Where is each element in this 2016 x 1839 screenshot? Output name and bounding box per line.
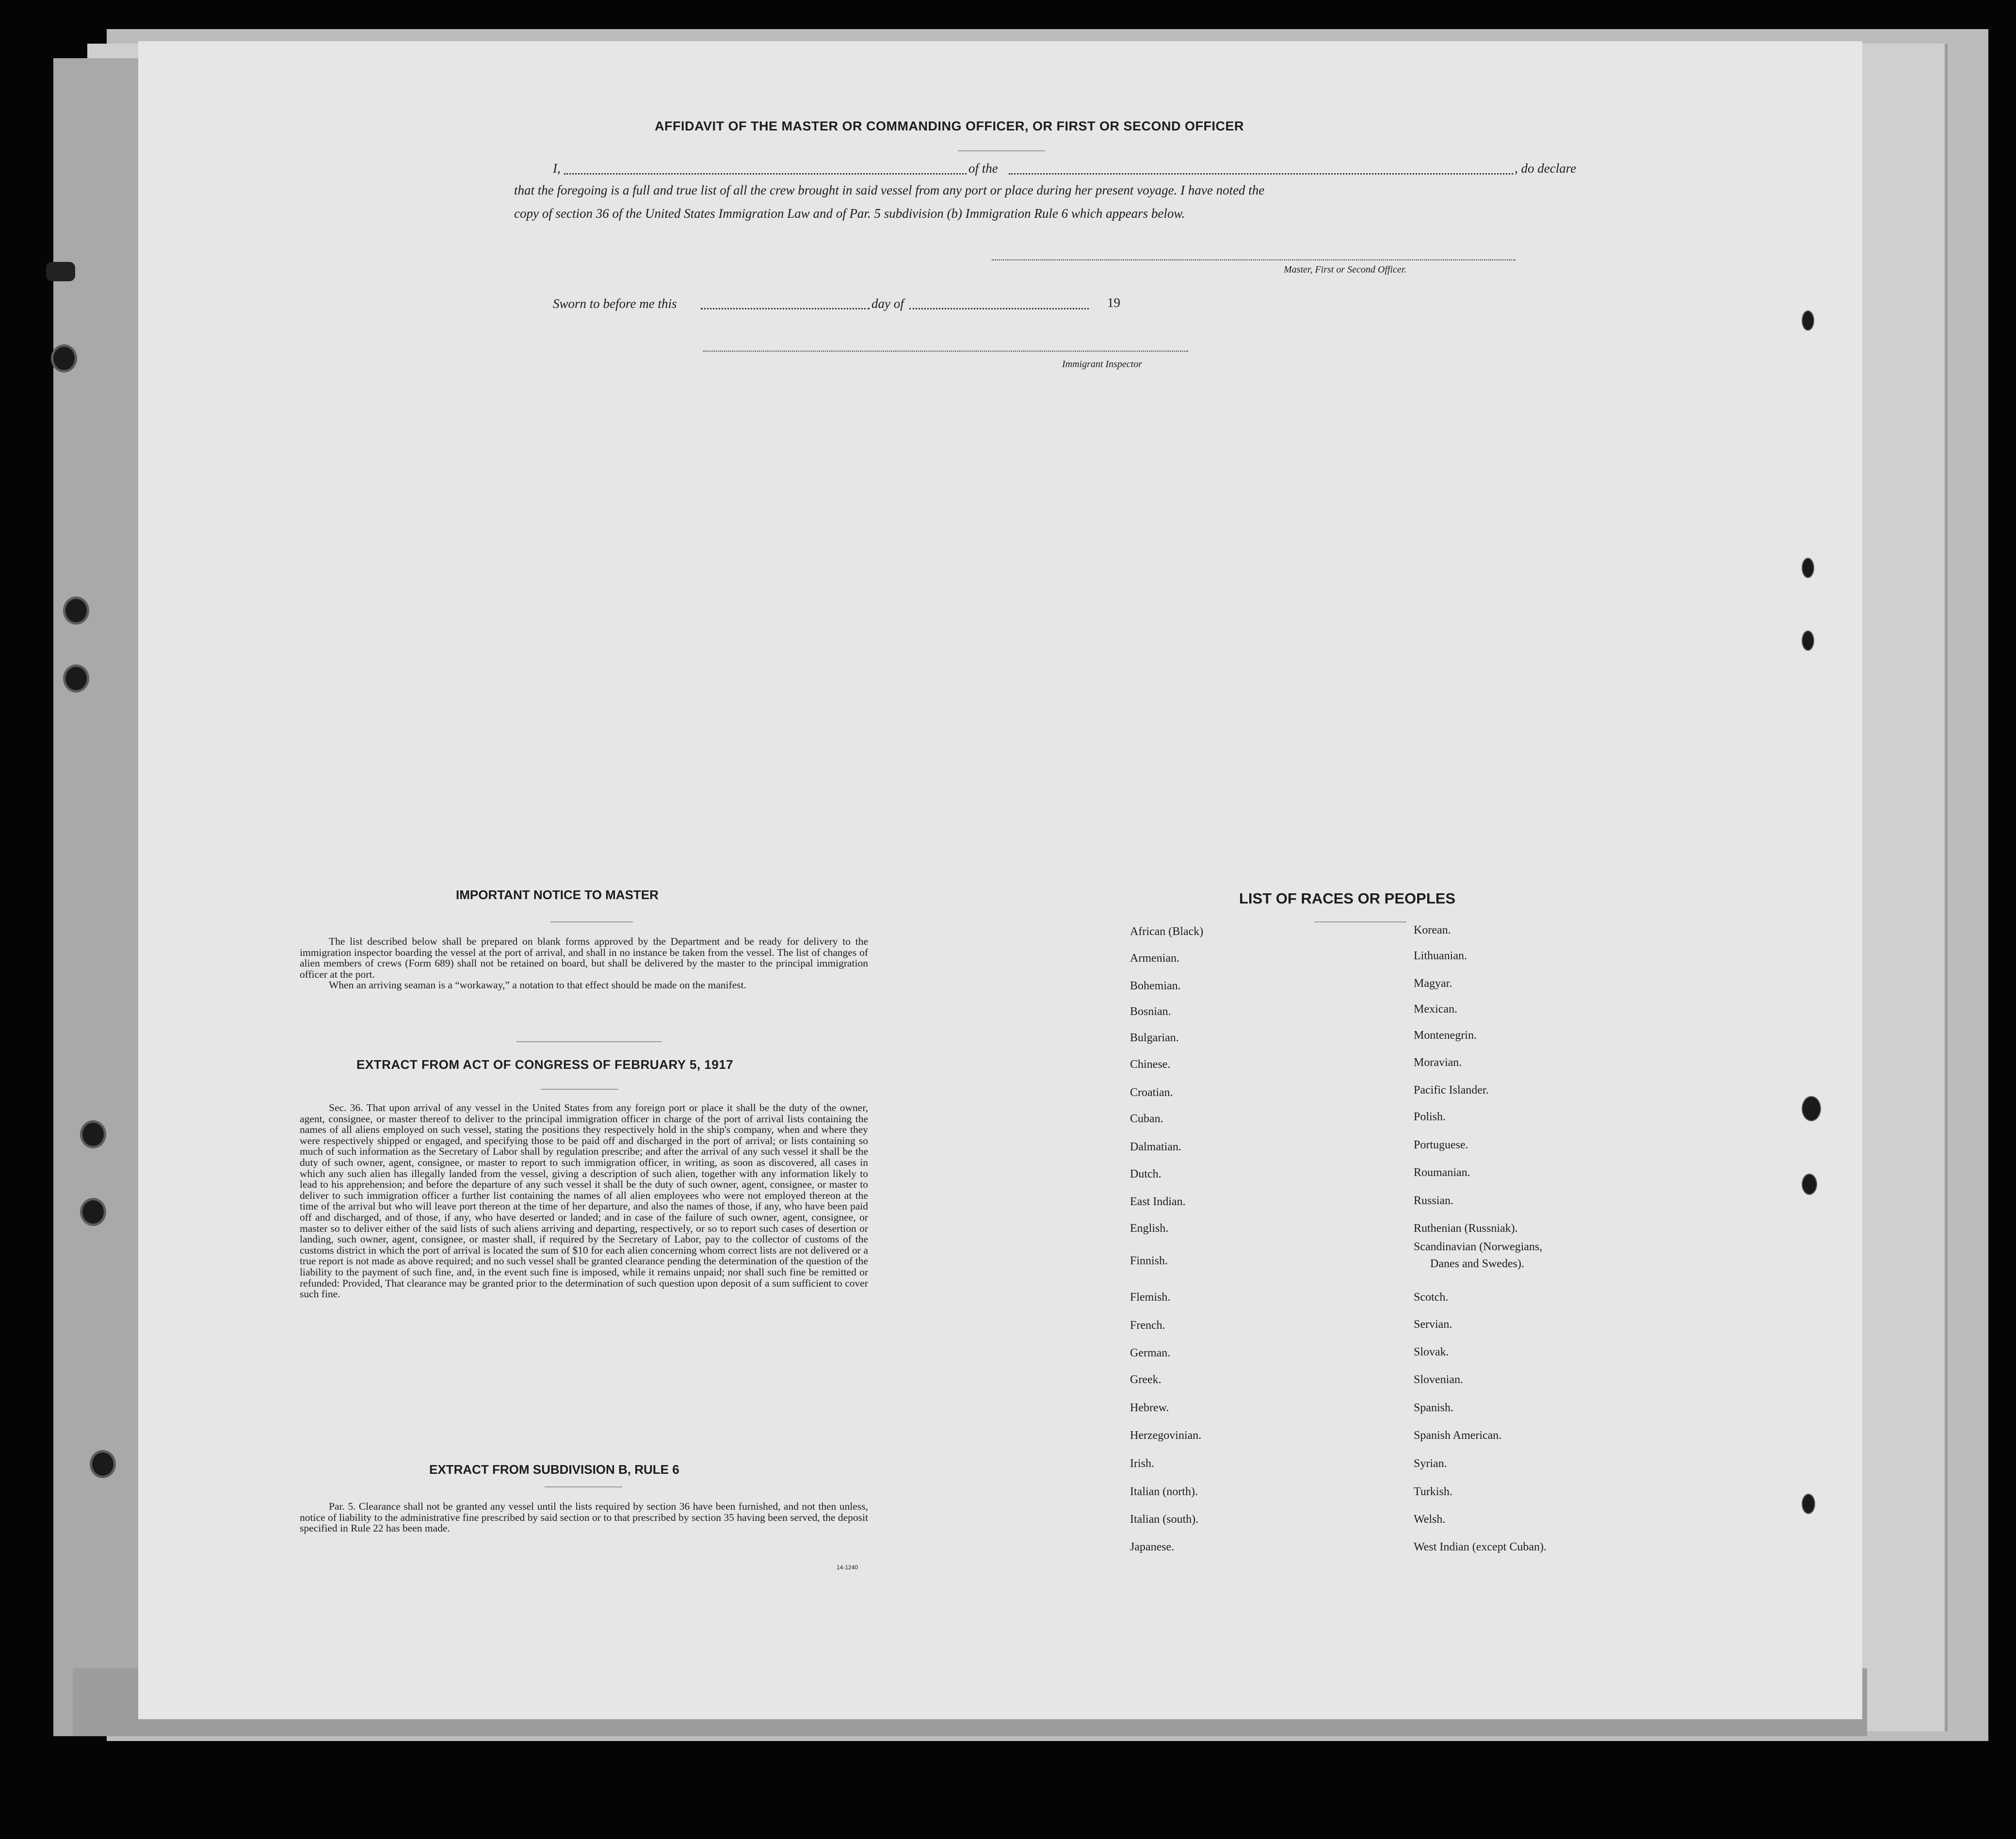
- race-item: Irish.: [1130, 1457, 1154, 1470]
- race-item: Portuguese.: [1414, 1139, 1468, 1151]
- race-item: East Indian.: [1130, 1195, 1186, 1208]
- race-item: Cuban.: [1130, 1113, 1163, 1125]
- race-item: Bosnian.: [1130, 1005, 1171, 1018]
- affidavit-title: AFFIDAVIT OF THE MASTER OR COMMANDING OFFICER, OR FIRST OR SECOND OFFICER: [655, 119, 1244, 133]
- form-number: 14-1240: [837, 1564, 858, 1571]
- signature-field[interactable]: [992, 259, 1516, 260]
- binder-hole: [1802, 630, 1814, 651]
- notice-title: IMPORTANT NOTICE TO MASTER: [456, 887, 659, 902]
- race-item: Hebrew.: [1130, 1402, 1169, 1414]
- race-item: Japanese.: [1130, 1541, 1175, 1553]
- divider: [516, 1041, 662, 1042]
- binder-hole: [63, 664, 89, 693]
- notice-paragraph-1: The list described below shall be prepared on blank forms approved by the Department and be ready for delivery to the immigration inspector boarding the vessel at the port of arrival, and shall in no instance be taken from the vessel. The list of changes of alien members of crews (Form 689) shall not be retained on board, but shall be delivered by the master to the principal immigration officer at the port.: [300, 936, 868, 980]
- notice-paragraph-2: When an arriving seaman is a “workaway,” a notation to that effect should be made on the manifest.: [329, 979, 746, 991]
- race-item: Greek.: [1130, 1373, 1161, 1386]
- race-item: Spanish American.: [1414, 1429, 1502, 1442]
- binder-hole: [1802, 1096, 1821, 1121]
- vessel-field[interactable]: [1009, 173, 1513, 175]
- document-page: [138, 41, 1862, 1719]
- divider: [958, 150, 1045, 151]
- race-item: Croatian.: [1130, 1086, 1173, 1099]
- divider: [1314, 921, 1406, 922]
- race-item: Armenian.: [1130, 952, 1179, 965]
- affidavit-line-3: copy of section 36 of the United States Immigration Law and of Par. 5 subdivision (b) Immigration Rule 6 which appears below.: [514, 206, 1185, 221]
- extract-act-title: EXTRACT FROM ACT OF CONGRESS OF FEBRUARY 5, 1917: [356, 1057, 734, 1072]
- binder-hole: [51, 344, 77, 372]
- race-item: Pacific Islander.: [1414, 1084, 1489, 1097]
- clip-mark: [46, 262, 75, 281]
- divider: [545, 1486, 622, 1487]
- affidavit-line-2: that the foregoing is a full and true list of all the crew brought in said vessel from any port or place during her present voyage. I have noted the: [514, 183, 1265, 197]
- extract-rule-title: EXTRACT FROM SUBDIVISION B, RULE 6: [429, 1462, 679, 1477]
- section-36-text: Sec. 36. That upon arrival of any vessel in the United States from any foreign port or place it shall be the duty of the owner, agent, consignee, or master thereof to deliver to the principal immigration officer in charge of the port of arrival lists containing the names of all aliens employed on such vessel, stating the positions they respectively hold in the ship's company, when and where they were respectively shipped or engaged, and specifying those to be paid off and discharged in the port of arrival; or lists containing so much of such information as the Secretary of Labor shall by regulation prescribe; and after the arrival of any such vessel it shall be the duty of such owner, agent, consignee, or master to report to such immigration officer, in writing, as soon as discovered, all cases in which any such alien has illegally landed from the vessel, giving a description of such alien, together with any information likely to lead to his apprehension; and before the departure of any such vessel it shall be the duty of such owner, agent, consignee, or master to deliver to such immigration officer a further list containing the names of all alien employees who were not employed thereon at the time of the arrival but who will leave port thereon at the time of her departure, and also the names of those, if any, who have been paid off and discharged, and of those, if any, who have deserted or landed; and in case of the failure of such owner, agent, consignee, or master so to deliver either of the said lists of such aliens arriving and departing, respectively, or so to report such cases of desertion or landing, such owner, agent, consignee, or master shall, if required by the Secretary of Labor, pay to the collector of customs of the customs district in which the port of arrival is located the sum of $10 for each alien concerning whom correct lists are not delivered or a true report is not made as above required; and no such vessel shall be granted clearance pending the determination of the question of the liability to the payment of such fine, and, in the event such fine is imposed, while it remains unpaid; nor shall such fine be remitted or refunded: Provided, That clearance may be granted prior to the determination of such question upon deposit of a sum sufficient to cover such fine.: [300, 1102, 868, 1300]
- race-item: Lithuanian.: [1414, 950, 1467, 962]
- divider: [541, 1089, 618, 1090]
- race-item: English.: [1130, 1222, 1169, 1235]
- name-field[interactable]: [564, 173, 967, 175]
- race-item: Turkish.: [1414, 1485, 1452, 1498]
- race-item: Flemish.: [1130, 1291, 1171, 1304]
- race-item: Bohemian.: [1130, 980, 1181, 992]
- race-item: Moravian.: [1414, 1056, 1462, 1069]
- binder-hole: [1802, 1174, 1817, 1195]
- race-item: Magyar.: [1414, 977, 1452, 990]
- inspector-signature-field[interactable]: [703, 351, 1188, 352]
- race-item: Scotch.: [1414, 1291, 1449, 1304]
- binder-hole: [1802, 558, 1814, 578]
- race-item: Mexican.: [1414, 1003, 1457, 1016]
- binder-hole: [80, 1120, 106, 1148]
- race-item: Spanish.: [1414, 1402, 1454, 1414]
- race-item: Italian (north).: [1130, 1485, 1198, 1498]
- signature-caption: Master, First or Second Officer.: [1284, 264, 1407, 275]
- race-item: Bulgarian.: [1130, 1032, 1179, 1044]
- race-item: West Indian (except Cuban).: [1414, 1541, 1547, 1553]
- notice-text: [300, 936, 868, 991]
- affidavit-i-label: I,: [553, 161, 561, 176]
- race-item: Roumanian.: [1414, 1166, 1470, 1179]
- binder-hole: [63, 597, 89, 625]
- race-item: Slovak.: [1414, 1346, 1449, 1358]
- race-item: Polish.: [1414, 1111, 1446, 1123]
- year-prefix: 19: [1107, 295, 1120, 310]
- binder-hole: [1802, 310, 1814, 331]
- day-of-label: day of: [871, 296, 904, 311]
- binder-hole: [90, 1450, 116, 1478]
- race-item: Finnish.: [1130, 1255, 1168, 1267]
- race-item: Chinese.: [1130, 1058, 1171, 1071]
- binder-hole: [80, 1198, 106, 1226]
- race-item: Italian (south).: [1130, 1513, 1199, 1526]
- sworn-day-field[interactable]: [701, 308, 870, 309]
- binder-hole: [1802, 1494, 1815, 1514]
- race-item: African (Black): [1130, 925, 1204, 938]
- race-item: Syrian.: [1414, 1457, 1447, 1470]
- race-item: Montenegrin.: [1414, 1029, 1477, 1042]
- race-item: Ruthenian (Russniak).: [1414, 1222, 1518, 1235]
- race-item: Korean.: [1414, 924, 1451, 936]
- race-item: German.: [1130, 1347, 1171, 1359]
- rule-6-text: Par. 5. Clearance shall not be granted any vessel until the lists required by section 36 have been furnished, and not then unless, notice of liability to the administrative fine prescribed by said section or to that prescribed by section 35 having been served, the deposit specified in Rule 22 has been made.: [300, 1500, 868, 1534]
- races-title: LIST OF RACES OR PEOPLES: [1239, 890, 1456, 907]
- race-item-continuation: Danes and Swedes).: [1430, 1258, 1524, 1270]
- race-item: Slovenian.: [1414, 1373, 1463, 1386]
- race-item: Russian.: [1414, 1194, 1454, 1207]
- sworn-month-field[interactable]: [909, 308, 1089, 309]
- inspector-caption: Immigrant Inspector: [1062, 359, 1142, 370]
- race-item: Dutch.: [1130, 1168, 1161, 1180]
- affidavit-of-the-label: of the: [968, 161, 998, 176]
- sworn-label: Sworn to before me this: [553, 296, 677, 311]
- affidavit-do-declare: , do declare: [1515, 161, 1577, 176]
- race-item: Welsh.: [1414, 1513, 1446, 1526]
- race-item: French.: [1130, 1319, 1165, 1332]
- race-item: Scandinavian (Norwegians,: [1414, 1241, 1543, 1253]
- race-item: Dalmatian.: [1130, 1141, 1181, 1153]
- race-item: Herzegovinian.: [1130, 1429, 1202, 1442]
- race-item: Servian.: [1414, 1318, 1452, 1331]
- divider: [550, 921, 633, 922]
